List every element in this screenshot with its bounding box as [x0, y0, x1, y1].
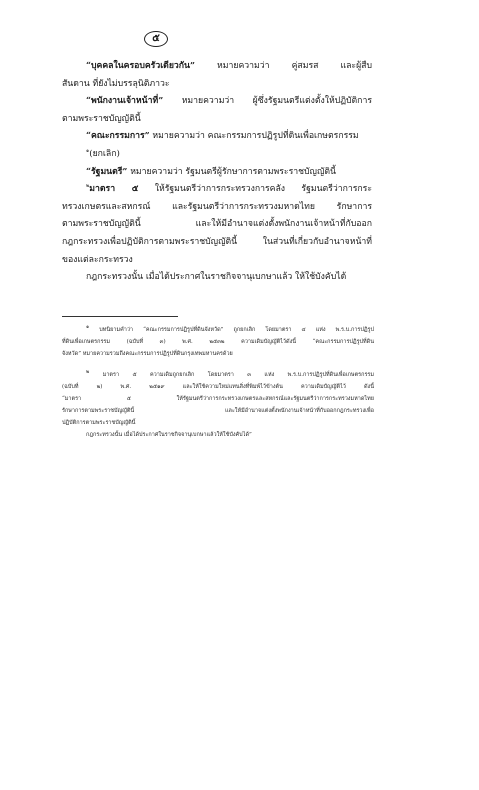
definition-family-cont: สันดาน ที่ยังไม่บรรลุนิติภาวะ: [62, 78, 170, 89]
definition-minister: [62, 164, 372, 182]
footnote-2: [62, 369, 374, 441]
definition-repealed: [62, 146, 372, 164]
footnote-2-line-4: รักษาการตามพระราชบัญญัตินี้ และให้มีอำนาจแต่งตั้งพนักงานเจ้าหน้าที่กับออกกฎกระทรวงเพื่อ: [62, 408, 374, 414]
footnote-separator: [62, 316, 178, 317]
section-5-line-3: ตามพระราชบัญญัตินี้ และให้มีอำนาจแต่งตั้งพนักงานเจ้าหน้าที่กับออก: [62, 219, 372, 230]
section-5-line-2: ทรวงเกษตรและสหกรณ์ และรัฐมนตรีว่าการกระทรวงมหาดไทย รักษาการ: [62, 201, 372, 212]
term-minister: “รัฐมนตรี”: [86, 166, 128, 177]
term-family: “บุคคลในครอบครัวเดียวกัน”: [86, 61, 195, 71]
section-5-ministerial-regulation: กฎกระทรวงนั้น เมื่อได้ประกาศในราชกิจจานุเบกษาแล้ว ให้ใช้บังคับได้: [86, 272, 347, 283]
footnote-1-marker: ๑: [86, 324, 90, 331]
definition-family: [62, 58, 372, 76]
term-committee: “คณะกรรมการ”: [86, 131, 150, 142]
footnote-marker-2: ๒: [86, 183, 90, 190]
section-5-heading: มาตรา ๕: [89, 184, 139, 195]
footnote-2-line-5: ปฏิบัติการตามพระราชบัญญัตินี้: [62, 420, 136, 426]
footnote-2-marker: ๒: [86, 369, 90, 376]
footnote-1: [62, 324, 374, 360]
definition-committee-text: หมายความว่า คณะกรรมการปฏิรูปที่ดินเพื่อเกษตรกรรม: [149, 131, 359, 142]
footnote-2-line-6: กฎกระทรวงนั้น เมื่อได้ประกาศในราชกิจจานุเบกษาแล้วให้ใช้บังคับได้”: [86, 432, 252, 438]
section-5-line-5: ของแต่ละกระทรวง: [62, 254, 133, 265]
footnote-1-line-1: [62, 324, 374, 336]
term-officer: “พนักงานเจ้าหน้าที่”: [86, 96, 164, 107]
repealed-text: (ยกเลิก): [89, 148, 120, 159]
section-5-line-4: กฎกระทรวงเพื่อปฏิบัติการตามพระราชบัญญัตินี้ ในส่วนที่เกี่ยวกับอำนาจหน้าที่: [62, 236, 372, 247]
footnote-2-line-2: (ฉบับที่ ๒) พ.ศ. ๒๕๑๙ และให้ใช้ความใหม่แทนสิ่งที่พิมพ์ไว้ข้างต้น ความเดิมบัญญัติไว้ ดังนี้: [62, 384, 374, 390]
footnote-2-text-1: มาตรา ๕ ความเดิมถูกยกเลิก โดยมาตรา ๓ แห่ง พ.ร.บ.การปฏิรูปที่ดินเพื่อเกษตรกรรม: [89, 372, 374, 378]
definition-officer-text-1: หมายความว่า ผู้ซึ่งรัฐมนตรีแต่งตั้งให้ปฏิบัติการ: [163, 96, 372, 107]
definition-committee: [62, 128, 372, 146]
definition-officer: [62, 93, 372, 111]
definition-minister-text: หมายความว่า รัฐมนตรีผู้รักษาการตามพระราชบัญญัตินี้: [127, 166, 336, 177]
definition-officer-cont: ตามพระราชบัญญัตินี้: [62, 113, 141, 124]
footnote-marker-1: ๑: [86, 148, 90, 155]
section-5: [62, 181, 372, 199]
body-text: [62, 58, 372, 287]
footnote-2-line-3: “มาตรา ๕ ให้รัฐมนตรีว่าการกระทรวงเกษตรและสหกรณ์และรัฐมนตรีว่าการกระทรวงมหาดไทย: [62, 396, 374, 402]
footnote-1-line-2: ที่ดินเพื่อเกษตรกรรม (ฉบับที่ ๓) พ.ศ. ๒๕๓๒ ความเดิมบัญญัติไว้ดังนี้ “คณะกรรมการปฏิรูปที่ดิน: [62, 339, 374, 345]
footnote-2-line-1: [62, 369, 374, 381]
footnote-1-text-1: บทนิยามคำว่า “คณะกรรมการปฏิรูปที่ดินจังหวัด” ถูกยกเลิก โดยมาตรา ๔ แห่ง พ.ร.บ.การปฏิรูป: [89, 327, 374, 333]
footnote-1-line-3: จังหวัด” หมายความรวมถึงคณะกรรมการปฏิรูปที่ดินกรุงเทพมหานครด้วย: [62, 351, 233, 357]
page-number: ๕: [144, 31, 168, 47]
section-5-text-1: ให้รัฐมนตรีว่าการกระทรวงการคลัง รัฐมนตรีว่าการกระ: [138, 184, 373, 195]
definition-family-text-1: หมายความว่า คู่สมรส และผู้สืบ: [194, 61, 372, 71]
